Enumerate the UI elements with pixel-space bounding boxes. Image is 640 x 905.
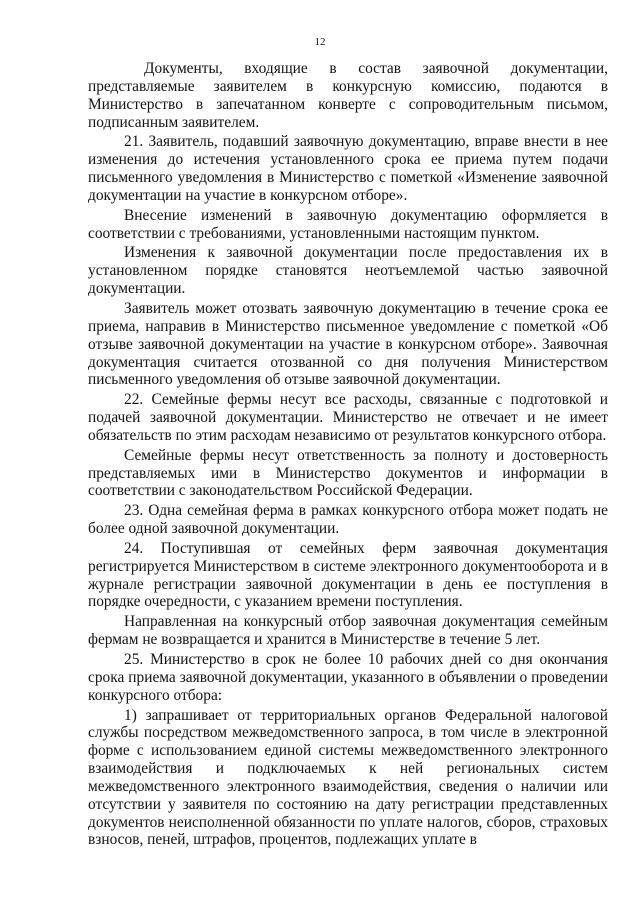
paragraph-storage: Направленная на конкурсный отбор заявочная документация семейным фермам не возвращается и хранится в Министерстве в течение 5 лет. <box>88 613 608 649</box>
paragraph-changes-integral-part: Изменения к заявочной документации после предоставления их в установленном порядке становятся неотъемлемой частью заявочной документации. <box>88 244 608 298</box>
paragraph-changes-formalization: Внесение изменений в заявочную документацию оформляется в соответствии с требованиями, установленными настоящим пунктом. <box>88 206 608 242</box>
document-body <box>88 60 608 849</box>
paragraph-responsibility: Семейные фермы несут ответственность за полноту и достоверность представляемых ими в Министерство документов и информации в соответствии с законодательством Российской Федерации. <box>88 446 608 500</box>
paragraph-clause-22: 22. Семейные фермы несут все расходы, связанные с подготовкой и подачей заявочной документации. Министерство не отвечает и не имеет обязательств по этим расходам независимо от результатов конкурсного отбора. <box>88 391 608 444</box>
paragraph-documents-submission: Документы, входящие в состав заявочной документации, представляемые заявителем в конкурсную комиссию, подаются в Министерство в запечатанном конверте с сопроводительным письмом, подписанным заявителем. <box>88 60 608 131</box>
paragraph-clause-23: 23. Одна семейная ферма в рамках конкурсного отбора может подать не более одной заявочной документации. <box>88 502 608 538</box>
paragraph-clause-21: 21. Заявитель, подавший заявочную документацию, вправе внести в нее изменения до истечения установленного срока ее приема путем подачи письменного уведомления в Министерство с пометкой «Изменение заявочной документации на участие в конкурсном отборе». <box>88 133 608 204</box>
page-number: 12 <box>314 36 326 48</box>
paragraph-withdrawal: Заявитель может отозвать заявочную документацию в течение срока ее приема, направив в Министерство письменное уведомление с пометкой «Об отзыве заявочной документации на участие в конкурсном отборе». Заявочная документация считается отозванной со дня получения Министерством письменного уведомления об отзыве заявочной документации. <box>88 299 608 389</box>
paragraph-clause-25-item-1: 1) запрашивает от территориальных органов Федеральной налоговой службы посредством межведомственного запроса, в том числе в электронной форме с использованием единой системы межведомственного электронного взаимодействия и подключаемых к ней региональных систем межведомственного электронного взаимодействия, сведения о наличии или отсутствии у заявителя по состоянию на дату регистрации представленных документов неисполненной обязанности по уплате налогов, сборов, страховых взносов, пеней, штрафов, процентов, подлежащих уплате в <box>88 706 608 849</box>
paragraph-clause-24: 24. Поступившая от семейных ферм заявочная документация регистрируется Министерством в системе электронного документооборота и в журнале регистрации заявочной документации в день ее поступления в порядке очередности, с указанием времени поступления. <box>88 539 608 611</box>
paragraph-clause-25: 25. Министерство в срок не более 10 рабочих дней со дня окончания срока приема заявочной документации, указанного в объявлении о проведении конкурсного отбора: <box>88 651 608 704</box>
